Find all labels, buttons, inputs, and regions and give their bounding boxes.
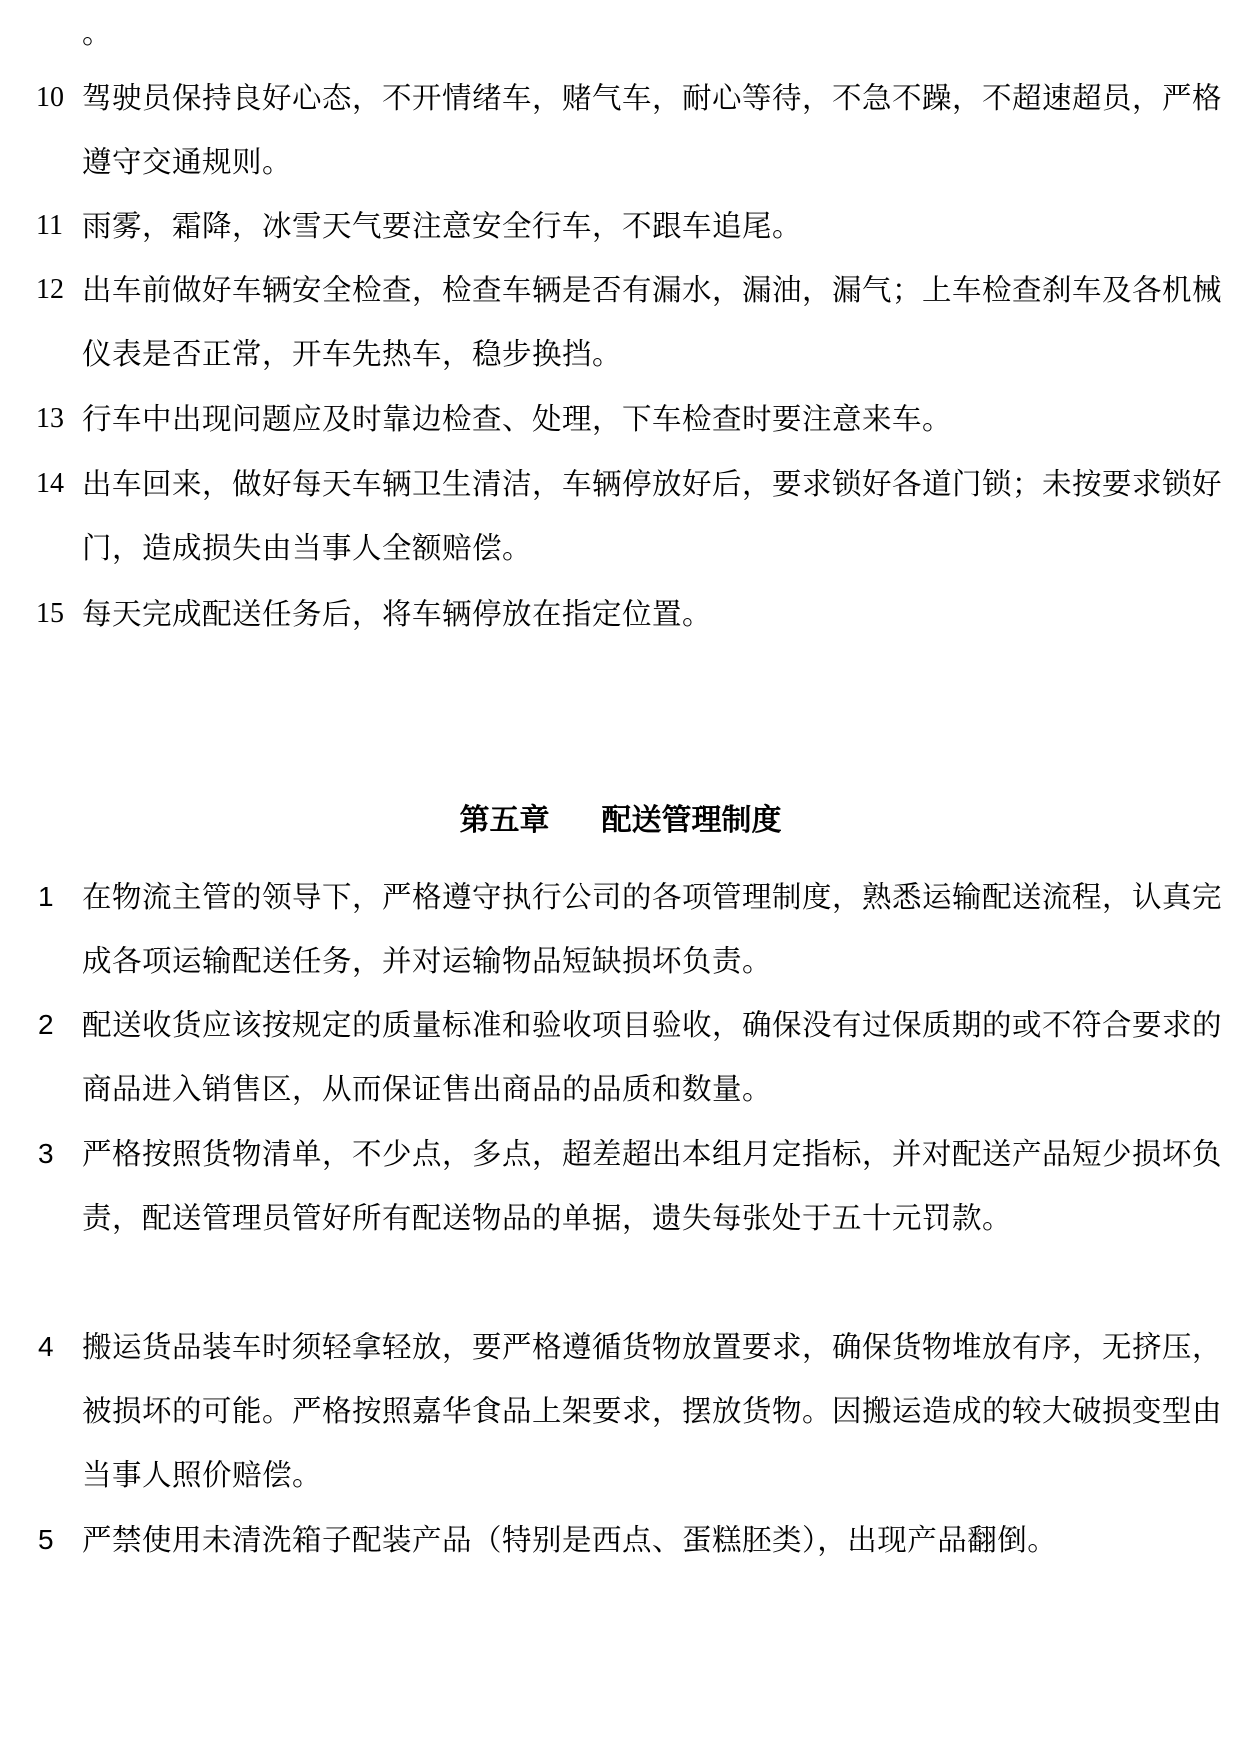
item-text: 配送收货应该按规定的质量标准和验收项目验收，确保没有过保质期的或不符合要求的商品进入销售区，从而保证售出商品的品质和数量。 bbox=[82, 1008, 1223, 1106]
item-text: 在物流主管的领导下，严格遵守执行公司的各项管理制度，熟悉运输配送流程，认真完成各项运输配送任务，并对运输物品短缺损坏负责。 bbox=[82, 880, 1223, 978]
continued-punctuation: 。 bbox=[82, 16, 112, 51]
item-text: 驾驶员保持良好心态，不开情绪车，赌气车，耐心等待，不急不躁，不超速超员，严格遵守交通规则。 bbox=[82, 81, 1223, 179]
item-text: 严禁使用未清洗箱子配装产品（特别是西点、蛋糕胚类），出现产品翻倒。 bbox=[82, 1523, 1058, 1557]
item-text: 出车回来，做好每天车辆卫生清洁，车辆停放好后，要求锁好各道门锁；未按要求锁好门，造成损失由当事人全额赔偿。 bbox=[82, 467, 1223, 565]
item-number: 10 bbox=[36, 82, 64, 113]
chapter-heading bbox=[0, 801, 1241, 841]
item-number: 5 bbox=[38, 1524, 54, 1555]
item-number: 14 bbox=[36, 468, 64, 499]
item-text: 行车中出现问题应及时靠边检查、处理，下车检查时要注意来车。 bbox=[82, 402, 953, 436]
item-number: 13 bbox=[36, 403, 64, 434]
item-number: 12 bbox=[36, 274, 64, 305]
item-text: 搬运货品装车时须轻拿轻放，要严格遵循货物放置要求，确保货物堆放有序，无挤压，被损坏的可能。严格按照嘉华食品上架要求，摆放货物。因搬运造成的较大破损变型由当事人照价赔偿。 bbox=[82, 1330, 1223, 1492]
item-text: 每天完成配送任务后，将车辆停放在指定位置。 bbox=[82, 597, 713, 631]
item-number: 4 bbox=[38, 1331, 54, 1362]
item-number: 1 bbox=[38, 881, 54, 912]
item-number: 3 bbox=[38, 1138, 54, 1169]
item-number: 15 bbox=[36, 598, 64, 629]
item-text: 出车前做好车辆安全检查，检查车辆是否有漏水，漏油，漏气；上车检查刹车及各机械仪表是否正常，开车先热车，稳步换挡。 bbox=[82, 273, 1223, 371]
chapter-title: 配送管理制度 bbox=[601, 803, 782, 838]
item-number: 11 bbox=[36, 210, 63, 241]
item-number: 2 bbox=[38, 1009, 54, 1040]
item-text: 严格按照货物清单，不少点，多点，超差超出本组月定指标，并对配送产品短少损坏负责，配送管理员管好所有配送物品的单据，遗失每张处于五十元罚款。 bbox=[82, 1137, 1223, 1235]
item-text: 雨雾，霜降，冰雪天气要注意安全行车，不跟车追尾。 bbox=[82, 209, 803, 243]
chapter-number: 第五章 bbox=[459, 803, 550, 838]
